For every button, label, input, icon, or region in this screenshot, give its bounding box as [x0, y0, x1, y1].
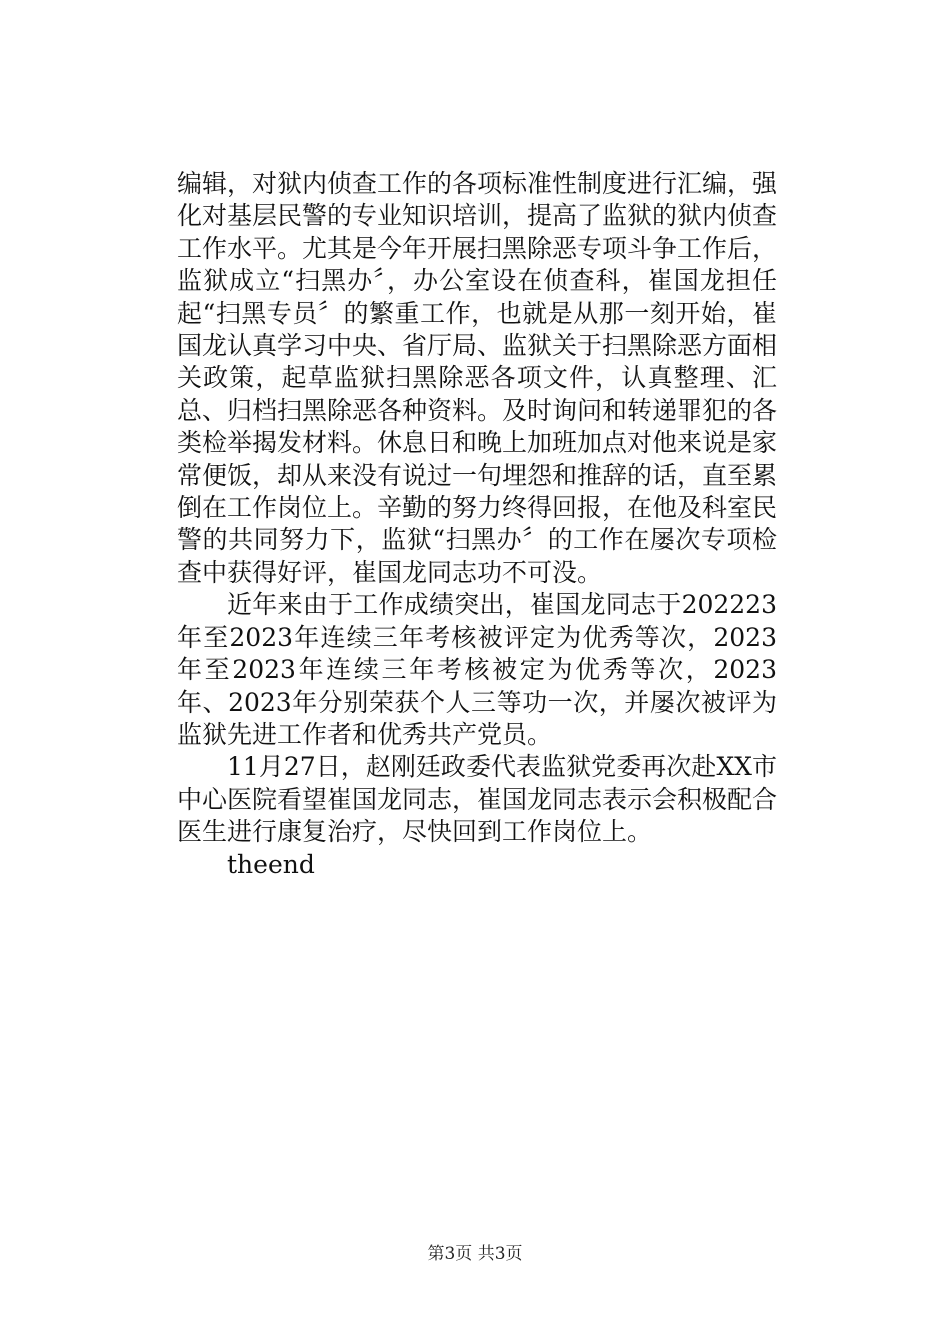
- document-body: [177, 168, 777, 881]
- paragraph-continued: 编辑，对狱内侦查工作的各项标准性制度进行汇编，强化对基层民警的专业知识培训，提高了监狱的狱内侦查工作水平。尤其是今年开展扫黑除恶专项斗争工作后，监狱成立“扫黑办〞，办公室设在侦查科，崔国龙担任起“扫黑专员〞的繁重工作，也就是从那一刻开始，崔国龙认真学习中央、省厅局、监狱关于扫黑除恶方面相关政策，起草监狱扫黑除恶各项文件，认真整理、汇总、归档扫黑除恶各种资料。及时询问和转递罪犯的各类检举揭发材料。休息日和晚上加班加点对他来说是家常便饭，却从来没有说过一句埋怨和推辞的话，直至累倒在工作岗位上。辛勤的努力终得回报，在他及科室民警的共同努力下，监狱“扫黑办〞的工作在屡次专项检查中获得好评，崔国龙同志功不可没。: [177, 169, 778, 587]
- page-number-footer: 第3页 共3页: [427, 1244, 523, 1264]
- paragraph-achievements: 近年来由于工作成绩突出，崔国龙同志于202223年至2023年连续三年考核被评定为优秀等次，2023年至2023年连续三年考核被定为优秀等次，2023年、2023年分别荣获个人三等功一次，并屡次被评为监狱先进工作者和优秀共产党员。: [177, 590, 777, 749]
- paragraph-end-marker: theend: [227, 849, 315, 879]
- paragraph-hospital-visit: 11月27日，赵刚廷政委代表监狱党委再次赴XX市中心医院看望崔国龙同志，崔国龙同志表示会积极配合医生进行康复治疗，尽快回到工作岗位上。: [177, 752, 778, 847]
